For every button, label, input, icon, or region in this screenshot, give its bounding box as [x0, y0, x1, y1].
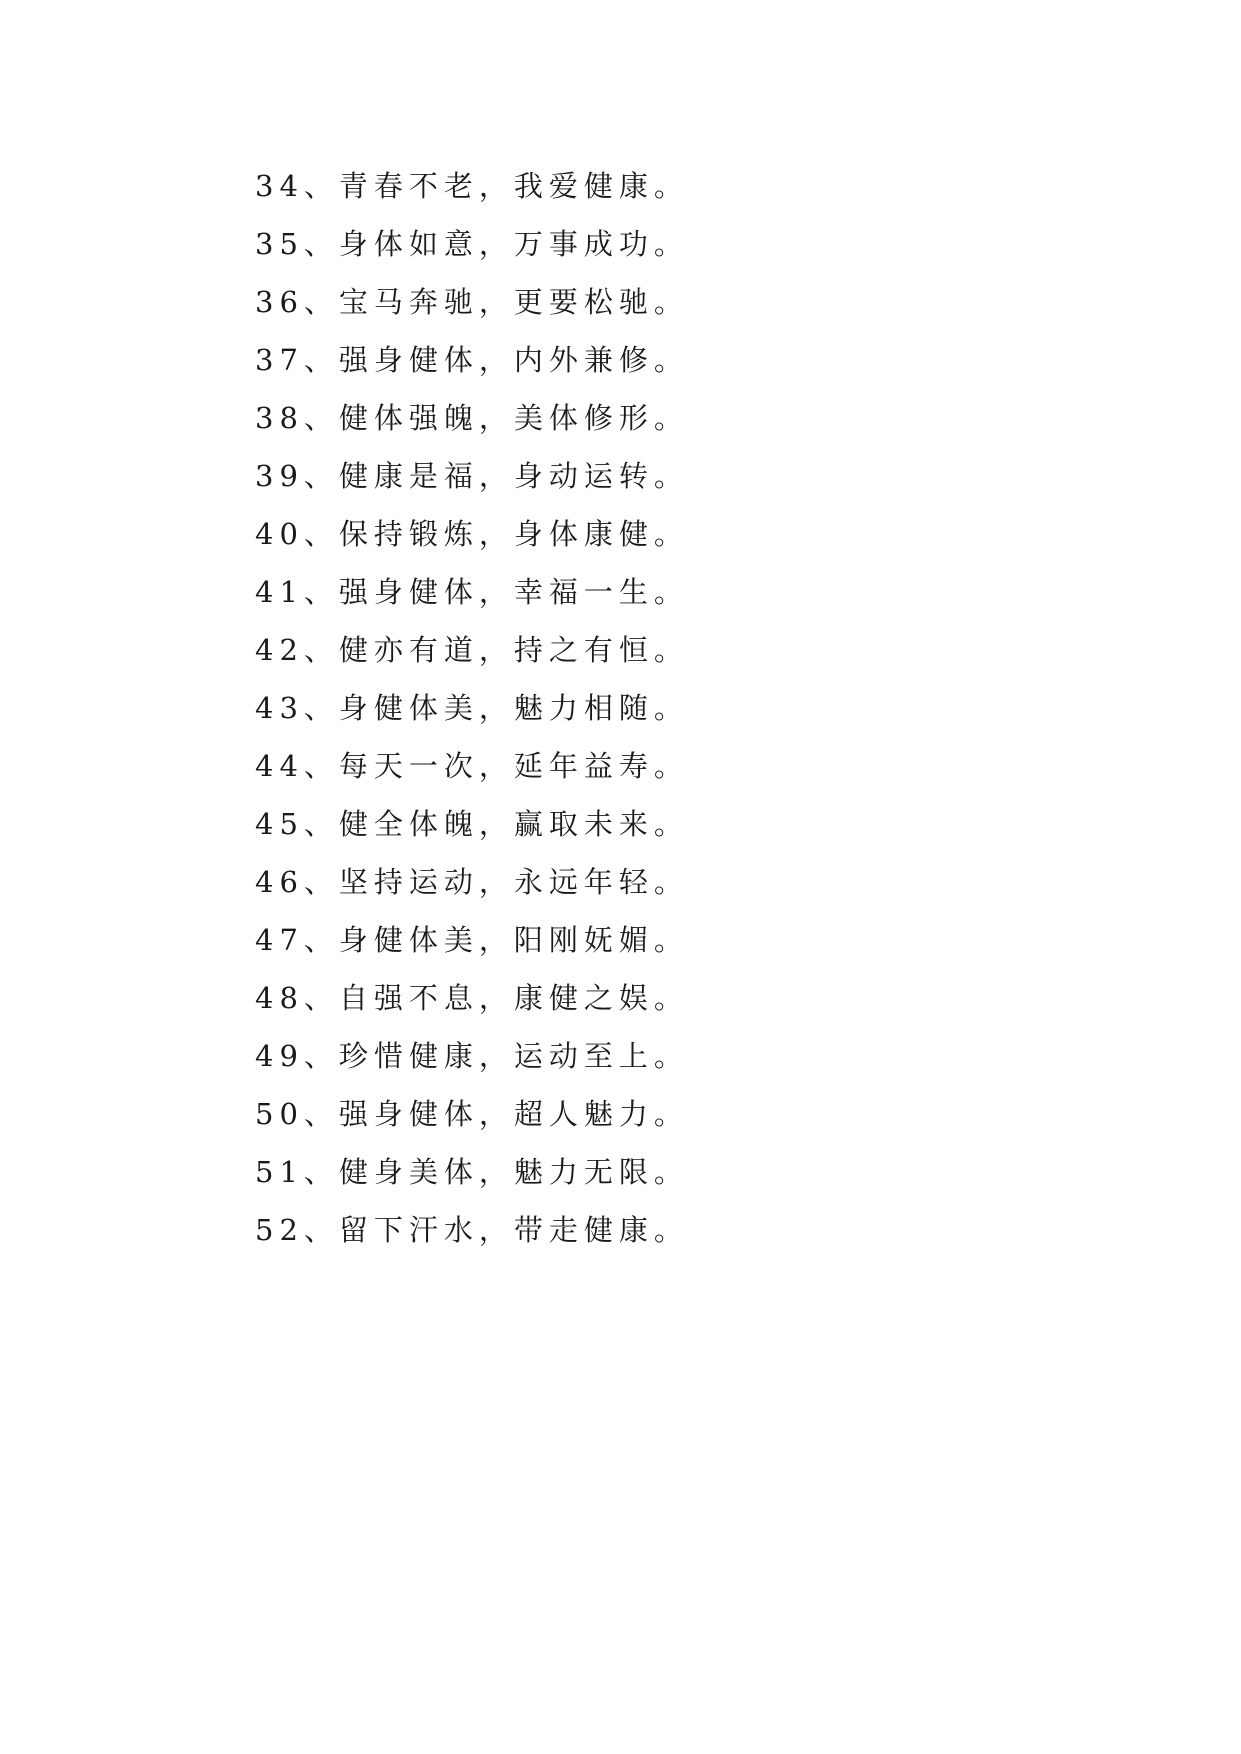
slogan-list — [255, 157, 689, 1259]
list-item: 37、强身健体，内外兼修。 — [255, 343, 689, 377]
list-item: 40、保持锻炼，身体康健。 — [255, 517, 689, 551]
list-item: 41、强身健体，幸福一生。 — [255, 575, 689, 609]
list-item: 36、宝马奔驰，更要松驰。 — [255, 285, 689, 319]
list-item: 50、强身健体，超人魅力。 — [255, 1097, 689, 1131]
list-item: 47、身健体美，阳刚妩媚。 — [255, 923, 689, 957]
list-item: 52、留下汗水，带走健康。 — [255, 1213, 689, 1247]
list-item: 35、身体如意，万事成功。 — [255, 227, 689, 261]
list-item: 45、健全体魄，赢取未来。 — [255, 807, 689, 841]
list-item: 42、健亦有道，持之有恒。 — [255, 633, 689, 667]
list-item: 44、每天一次，延年益寿。 — [255, 749, 689, 783]
list-item: 46、坚持运动，永远年轻。 — [255, 865, 689, 899]
list-item: 34、青春不老，我爱健康。 — [255, 169, 689, 203]
list-item: 49、珍惜健康，运动至上。 — [255, 1039, 689, 1073]
list-item: 51、健身美体，魅力无限。 — [255, 1155, 689, 1189]
list-item: 48、自强不息，康健之娱。 — [255, 981, 689, 1015]
list-item: 38、健体强魄，美体修形。 — [255, 401, 689, 435]
list-item: 39、健康是福，身动运转。 — [255, 459, 689, 493]
list-item: 43、身健体美，魅力相随。 — [255, 691, 689, 725]
